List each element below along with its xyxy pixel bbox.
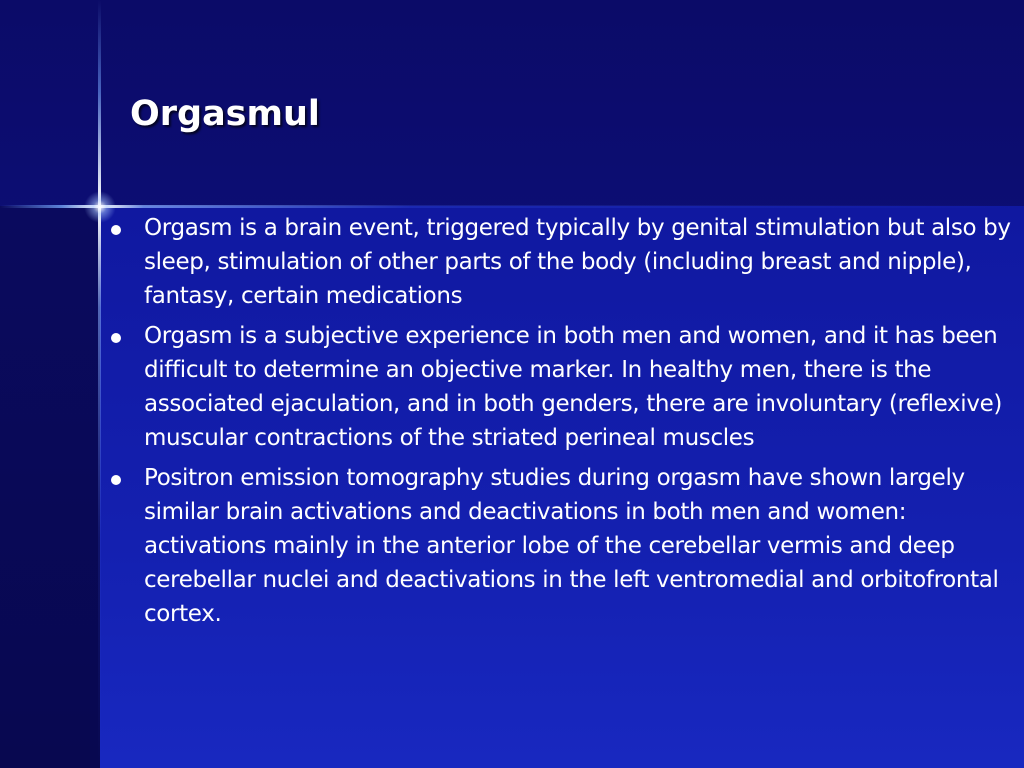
bullet-dot-icon xyxy=(111,475,121,485)
bullet-dot-icon xyxy=(111,333,121,343)
bullet-item xyxy=(104,461,1016,631)
bullet-list xyxy=(104,211,1016,637)
slide-title: Orgasmul xyxy=(130,94,320,134)
bullet-item xyxy=(104,211,1016,313)
bullet-text: Positron emission tomography studies during orgasm have shown largely similar brain activations and deactivations in both men and women: activations mainly in the anterior lobe of the cerebellar vermis and deep cerebellar nuclei and deactivations in the left ventromedial and orbitofrontal cortex. xyxy=(144,465,999,627)
bullet-text: Orgasm is a brain event, triggered typically by genital stimulation but also by sleep, stimulation of other parts of the body (including breast and nipple), fantasy, certain medications xyxy=(144,215,1011,309)
vertical-light-flare xyxy=(98,0,101,768)
bullet-text: Orgasm is a subjective experience in both men and women, and it has been difficult to determine an objective marker. In healthy men, there is the associated ejaculation, and in both genders, there are involuntary (reflexive) muscular contractions of the striated perineal muscles xyxy=(144,323,1003,451)
bullet-item xyxy=(104,319,1016,455)
horizontal-light-flare xyxy=(0,205,1024,208)
left-panel-background xyxy=(0,206,100,768)
bullet-dot-icon xyxy=(111,225,121,235)
